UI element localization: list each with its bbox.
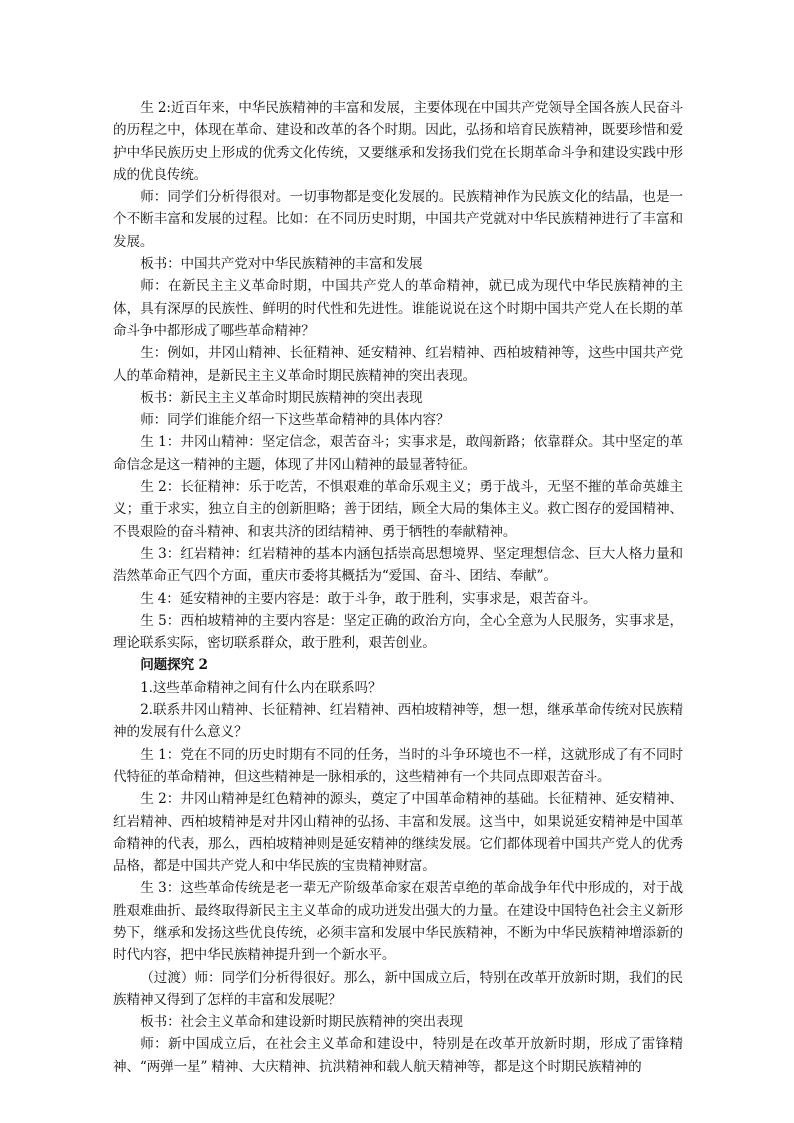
paragraph: 师：同学们分析得很对。一切事物都是变化发展的。民族精神作为民族文化的结晶，也是一个不断丰富和发展的过程。比如：在不同历史时期，中国共产党就对中华民族精神进行了丰富和发展。	[113, 189, 683, 250]
paragraph: 2.联系井冈山精神、长征精神、红岩精神、西柏坡精神等，想一想，继承革命传统对民族精神的发展有什么意义？	[113, 702, 683, 741]
paragraph: 1.这些革命精神之间有什么内在联系吗？	[140, 679, 382, 696]
paragraph: 师：在新民主主义革命时期，中国共产党人的革命精神，就已成为现代中华民族精神的主体，具有深厚的民族性、鲜明的时代性和先进性。谁能说说在这个时期中国共产党人在长期的革命斗争中都形成了哪些革命精神？	[113, 278, 683, 339]
paragraph: 生 2：井冈山精神是红色精神的源头，奠定了中国革命精神的基础。长征精神、延安精神、红岩精神、西柏坡精神是对井冈山精神的弘扬、丰富和发展。这当中，如果说延安精神是中国革命精神的代表，那么，西柏坡精神则是延安精神的继续发展。它们都体现着中国共产党人的优秀品格，都是中国共产党人和中华民族的宝贵精神财富。	[113, 791, 683, 875]
paragraph: 师：同学们谁能介绍一下这些革命精神的具体内容？	[140, 412, 450, 429]
document-body	[113, 97, 683, 1078]
paragraph: 生 1：井冈山精神：坚定信念，艰苦奋斗；实事求是，敢闯新路；依靠群众。其中坚定的革命信念是这一精神的主题，体现了井冈山精神的最显著特征。	[113, 434, 683, 473]
paragraph: 板书：中国共产党对中华民族精神的丰富和发展	[140, 256, 423, 273]
paragraph: 生 4：延安精神的主要内容是：敢于斗争，敢于胜利，实事求是，艰苦奋斗。	[140, 590, 597, 607]
paragraph: （过渡）师：同学们分析得很好。那么，新中国成立后，特别在改革开放新时期，我们的民族精神又得到了怎样的丰富和发展呢？	[113, 969, 683, 1008]
paragraph: 生 1：党在不同的历史时期有不同的任务，当时的斗争环境也不一样，这就形成了有不同时代特征的革命精神，但这些精神是一脉相承的，这些精神有一个共同点即艰苦奋斗。	[113, 746, 683, 785]
section-heading: 问题探究 2	[140, 657, 208, 674]
paragraph: 生 3：这些革命传统是老一辈无产阶级革命家在艰苦卓绝的革命战争年代中形成的，对于战胜艰难曲折、最终取得新民主主义革命的成功迸发出强大的力量。在建设中国特色社会主义新形势下，继承和发扬这些优良传统，必须丰富和发展中华民族精神，不断为中华民族精神增添新的时代内容，把中华民族精神提升到一个新水平。	[113, 880, 683, 964]
paragraph: 生 2：长征精神：乐于吃苦，不惧艰难的革命乐观主义；勇于战斗，无坚不摧的革命英雄主义；重于求实，独立自主的创新胆略；善于团结，顾全大局的集体主义。救亡图存的爱国精神、不畏艰险的奋斗精神、和衷共济的团结精神、勇于牺牲的奉献精神。	[113, 479, 683, 540]
paragraph: 生 5：西柏坡精神的主要内容是：坚定正确的政治方向，全心全意为人民服务，实事求是，理论联系实际，密切联系群众，敢于胜利，艰苦创业。	[113, 612, 683, 652]
paragraph: 生 2:近百年来，中华民族精神的丰富和发展，主要体现在中国共产党领导全国各族人民奋斗的历程之中，体现在革命、建设和改革的各个时期。因此，弘扬和培育民族精神，既要珍惜和爱护中华民族历史上形成的优秀文化传统，又要继承和发扬我们党在长期革命斗争和建设实践中形成的优良传统。	[113, 100, 683, 183]
paragraph: 板书：新民主主义革命时期民族精神的突出表现	[140, 389, 423, 406]
paragraph: 师：新中国成立后，在社会主义革命和建设中，特别是在改革开放新时期，形成了雷锋精神、“两弹一星” 精神、大庆精神、抗洪精神和载人航天精神等，都是这个时期民族精神的	[113, 1036, 683, 1075]
paragraph: 生：例如，井冈山精神、长征精神、延安精神、红岩精神、西柏坡精神等，这些中国共产党人的革命精神，是新民主主义革命时期民族精神的突出表现。	[113, 345, 683, 384]
paragraph: 板书：社会主义革命和建设新时期民族精神的突出表现	[140, 1014, 463, 1031]
paragraph: 生 3：红岩精神：红岩精神的基本内涵包括崇高思想境界、坚定理想信念、巨大人格力量和浩然革命正气四个方面，重庆市委将其概括为“爱国、奋斗、团结、奉献”。	[113, 545, 683, 585]
